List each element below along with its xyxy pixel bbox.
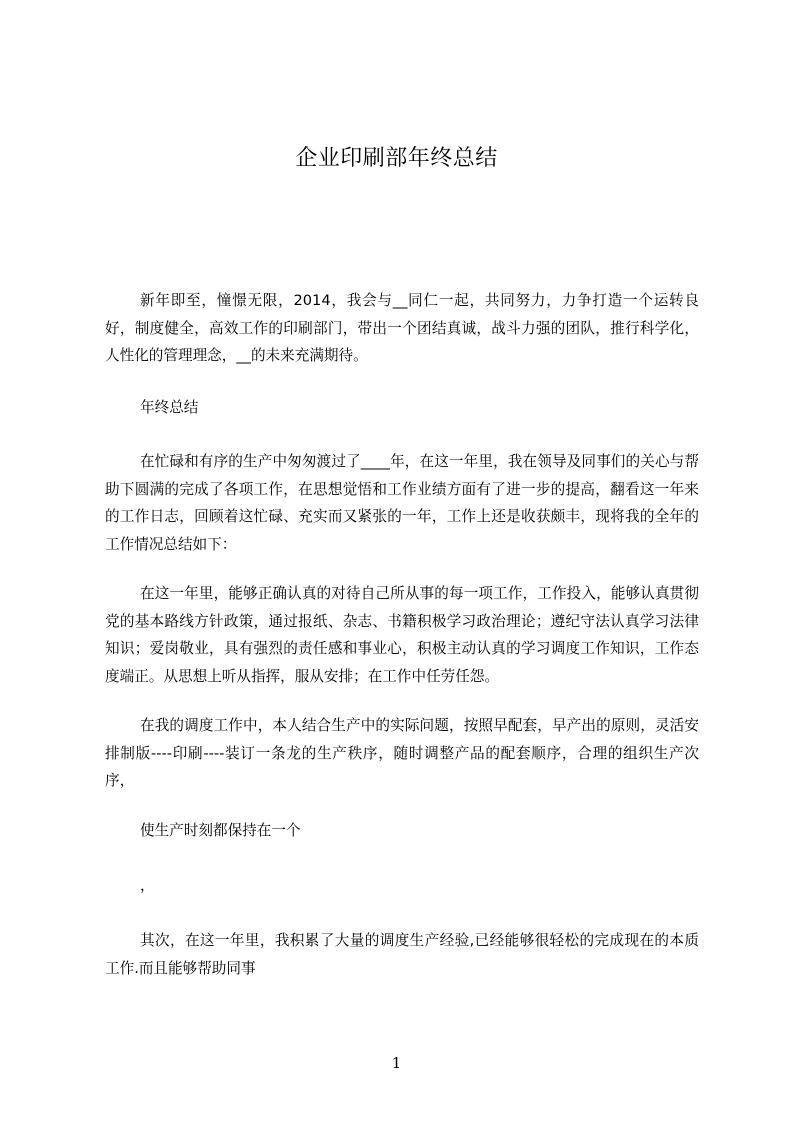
page-number: 1	[391, 1054, 402, 1072]
paragraph-experience: 其次，在这一年里，我积累了大量的调度生产经验,已经能够很轻松的完成现在的本质工作.而且能够帮助同事	[105, 932, 699, 977]
paragraph-scheduling: 在我的调度工作中，本人结合生产中的实际问题，按照早配套，早产出的原则，灵活安排制版----印刷----装订一条龙的生产秩序，随时调整产品的配套顺序，合理的组织生产次序，	[105, 717, 699, 789]
document-title: 企业印刷部年终总结	[295, 146, 498, 171]
paragraph-comma: ，	[140, 877, 155, 894]
paragraph-production-state: 使生产时刻都保持在一个	[140, 822, 301, 839]
paragraph-intro: 新年即至，憧憬无限，2014，我会与__同仁一起，共同努力，力争打造一个运转良好，制度健全，高效工作的印刷部门，带出一个团结真诚，战斗力强的团队，推行科学化，人性化的管理理念，__的未来充满期待。	[105, 292, 699, 364]
section-heading: 年终总结	[140, 399, 199, 416]
paragraph-attitude: 在这一年里，能够正确认真的对待自己所从事的每一项工作，工作投入，能够认真贯彻党的基本路线方针政策，通过报纸、杂志、书籍积极学习政治理论；遵纪守法认真学习法律知识；爱岗敬业，具有强烈的责任感和事业心，积极主动认真的学习调度工作知识，工作态度端正。从思想上听从指挥，服从安排；在工作中任劳任怨。	[105, 585, 699, 685]
paragraph-overview: 在忙碌和有序的生产中匆匆渡过了____年，在这一年里，我在领导及同事们的关心与帮助下圆满的完成了各项工作，在思想觉悟和工作业绩方面有了进一步的提高，翻看这一年来的工作日志，回顾着这忙碌、充实而又紧张的一年，工作上还是收获颇丰，现将我的全年的工作情况总结如下：	[105, 453, 699, 553]
